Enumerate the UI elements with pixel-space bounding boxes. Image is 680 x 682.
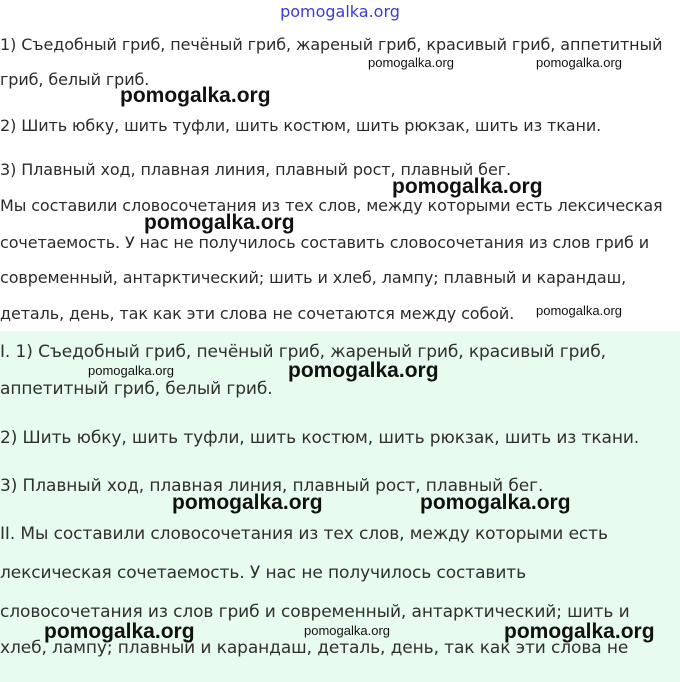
watermark: pomogalka.org (368, 55, 454, 70)
text-line: I. 1) Съедобный гриб, печёный гриб, жареный гриб, красивый гриб, (0, 342, 606, 362)
text-line: хлеб, лампу; плавный и карандаш, деталь, день, так как эти слова не (0, 638, 629, 658)
text-line: лексическая сочетаемость. У нас не получилось составить (0, 563, 526, 583)
text-line: 3) Плавный ход, плавная линия, плавный рост, плавный бег. (0, 476, 544, 496)
text-line: 2) Шить юбку, шить туфли, шить костюм, шить рюкзак, шить из ткани. (0, 428, 640, 448)
text-line: 1) Съедобный гриб, печёный гриб, жареный гриб, красивый гриб, аппетитный (0, 35, 663, 54)
text-line: деталь, день, так как эти слова не сочетаются между собой. (0, 304, 515, 323)
text-line: II. Мы составили словосочетания из тех слов, между которыми есть (0, 524, 608, 544)
watermark: pomogalka.org (536, 303, 622, 318)
text-line: сочетаемость. У нас не получилось составить словосочетания из слов гриб и (0, 233, 650, 252)
text-line: 3) Плавный ход, плавная линия, плавный рост, плавный бег. (0, 160, 511, 179)
watermark: pomogalka.org (536, 55, 622, 70)
watermark: pomogalka.org (172, 491, 323, 514)
text-line: 2) Шить юбку, шить туфли, шить костюм, шить рюкзак, шить из ткани. (0, 116, 602, 135)
text-line: Мы составили словосочетания из тех слов, между которыми есть лексическая (0, 196, 663, 215)
text-line: современный, антарктический; шить и хлеб, лампу; плавный и карандаш, (0, 268, 627, 287)
watermark: pomogalka.org (88, 363, 174, 378)
text-line: аппетитный гриб, белый гриб. (0, 379, 273, 399)
watermark: pomogalka.org (504, 620, 655, 643)
watermark: pomogalka.org (420, 491, 571, 514)
text-line: словосочетания из слов гриб и современный, антарктический; шить и (0, 602, 630, 622)
watermark: pomogalka.org (144, 211, 295, 234)
watermark: pomogalka.org (304, 623, 390, 638)
watermark: pomogalka.org (44, 620, 195, 643)
watermark: pomogalka.org (392, 175, 543, 198)
header-watermark-link[interactable]: pomogalka.org (280, 2, 400, 21)
watermark: pomogalka.org (120, 84, 271, 107)
text-line: гриб, белый гриб. (0, 70, 150, 89)
watermark: pomogalka.org (288, 359, 439, 382)
